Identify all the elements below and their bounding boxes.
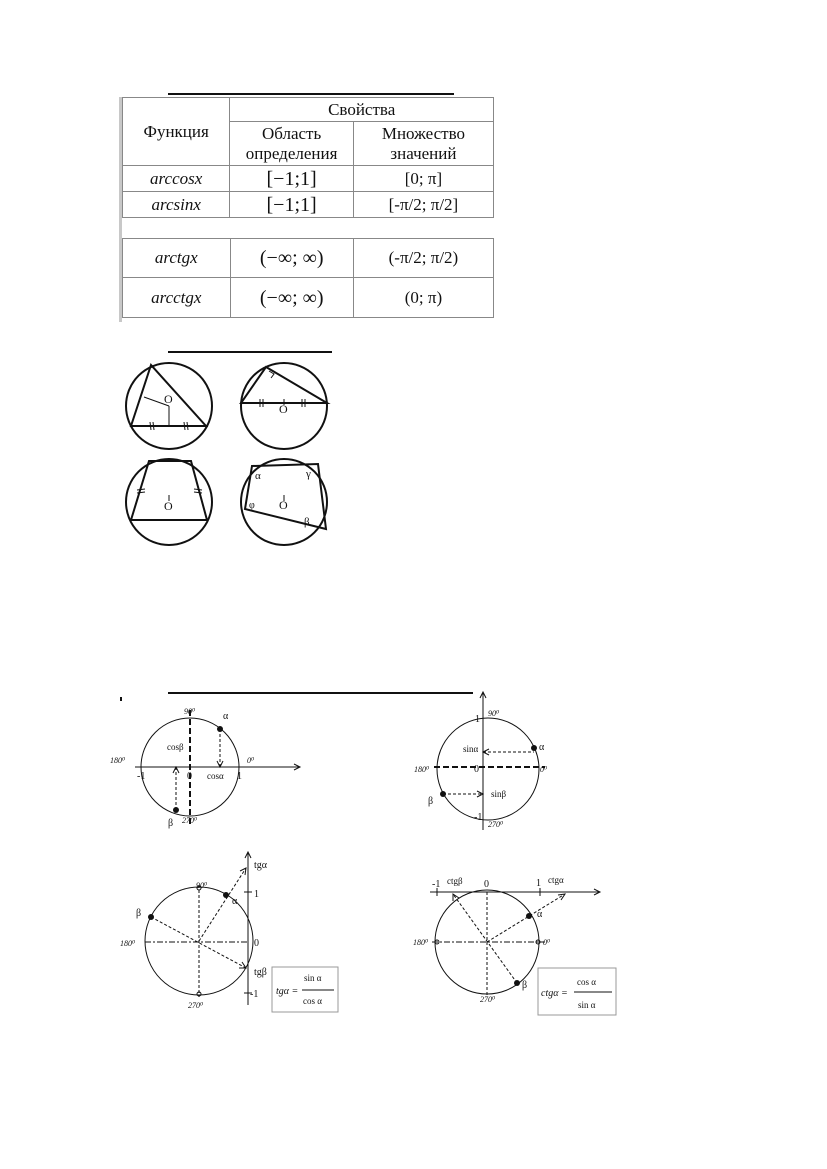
domain-cell: [−1;1] bbox=[230, 166, 354, 192]
minus-one-label: -1 bbox=[137, 771, 146, 782]
deg-270-label: 270⁰ bbox=[182, 816, 198, 825]
sin-alpha-label: sinα bbox=[463, 744, 479, 754]
deg-180-label: 180⁰ bbox=[120, 939, 136, 948]
one-label: 1 bbox=[536, 878, 541, 889]
beta-label: β bbox=[304, 516, 310, 528]
inscribed-triangle-diagram bbox=[124, 361, 216, 453]
beta-label: β bbox=[428, 796, 434, 807]
zero-label: 0 bbox=[484, 879, 489, 890]
inscribed-quadrilateral-diagram bbox=[238, 457, 330, 549]
unit-circle-ctg-diagram bbox=[410, 870, 620, 1018]
minus-one-label: -1 bbox=[474, 812, 483, 823]
formula-denominator: sin α bbox=[578, 1000, 596, 1010]
domain-cell: (−∞; ∞) bbox=[230, 239, 353, 278]
col-domain-header: Область определения bbox=[230, 122, 354, 166]
zero-label: 0 bbox=[254, 938, 259, 949]
col-properties-header: Свойства bbox=[230, 98, 494, 122]
phi-label: φ bbox=[249, 500, 255, 511]
center-label: O bbox=[279, 402, 288, 416]
range-cell: [-π/2; π/2] bbox=[353, 192, 493, 218]
inverse-trig-table-1 bbox=[122, 97, 494, 218]
deg-270-label: 270⁰ bbox=[488, 820, 504, 829]
zero-label: 0 bbox=[187, 771, 192, 782]
beta-label: β bbox=[168, 818, 174, 829]
function-cell: arccosx bbox=[123, 166, 230, 192]
sin-beta-label: sinβ bbox=[491, 789, 507, 799]
domain-cell: [−1;1] bbox=[230, 192, 354, 218]
col-function-header: Функция bbox=[123, 98, 230, 166]
formula-lhs: ctgα = bbox=[541, 988, 568, 999]
section-underline-1 bbox=[168, 93, 454, 95]
inverse-trig-table-2 bbox=[122, 238, 494, 318]
tg-alpha-label: tgα bbox=[254, 860, 268, 871]
tg-beta-label: tgβ bbox=[254, 967, 267, 978]
deg-0-label: 0⁰ bbox=[247, 756, 255, 765]
section-underline-2 bbox=[168, 351, 332, 353]
minus-one-label: -1 bbox=[250, 989, 259, 1000]
cos-beta-label: cosβ bbox=[167, 742, 184, 752]
col-range-header: Множество значений bbox=[353, 122, 493, 166]
formula-lhs: tgα = bbox=[276, 986, 299, 997]
inscribed-right-triangle-diagram bbox=[238, 361, 330, 453]
ctg-beta-label: ctgβ bbox=[447, 876, 463, 886]
alpha-label: α bbox=[232, 896, 238, 907]
unit-circle-sin-diagram bbox=[410, 690, 580, 835]
deg-270-label: 270⁰ bbox=[480, 995, 496, 1004]
deg-0-label: 0⁰ bbox=[540, 765, 548, 774]
function-cell: arcctgx bbox=[123, 278, 231, 318]
function-cell: arctgx bbox=[123, 239, 231, 278]
inscribed-trapezoid-diagram bbox=[124, 457, 216, 549]
formula-numerator: cos α bbox=[577, 977, 596, 987]
gamma-label: γ bbox=[306, 468, 311, 480]
deg-90-label: 90⁰ bbox=[196, 881, 208, 890]
one-label: 1 bbox=[237, 771, 242, 782]
domain-cell: (−∞; ∞) bbox=[230, 278, 353, 318]
deg-180-label: 180⁰ bbox=[413, 938, 429, 947]
one-label: 1 bbox=[254, 889, 259, 900]
function-cell: arcsinx bbox=[123, 192, 230, 218]
deg-90-label: 90⁰ bbox=[184, 707, 196, 716]
zero-label: 0 bbox=[474, 764, 479, 775]
range-cell: (0; π) bbox=[353, 278, 493, 318]
center-label: O bbox=[279, 498, 288, 512]
center-label: O bbox=[164, 392, 173, 406]
alpha-label: α bbox=[539, 742, 545, 753]
cos-alpha-label: cosα bbox=[207, 771, 224, 781]
beta-label: β bbox=[136, 908, 142, 919]
alpha-label: α bbox=[255, 470, 261, 482]
deg-180-label: 180⁰ bbox=[414, 765, 430, 774]
formula-numerator: sin α bbox=[304, 973, 322, 983]
center-label: O bbox=[164, 499, 173, 513]
alpha-label: α bbox=[223, 711, 229, 722]
beta-label: β bbox=[522, 980, 528, 991]
range-cell: [0; π] bbox=[353, 166, 493, 192]
unit-circle-tg-diagram bbox=[120, 850, 340, 1015]
deg-270-label: 270⁰ bbox=[188, 1001, 204, 1010]
formula-denominator: cos α bbox=[303, 996, 322, 1006]
range-cell: (-π/2; π/2) bbox=[353, 239, 493, 278]
deg-0-label: 0⁰ bbox=[543, 938, 551, 947]
alpha-label: α bbox=[537, 909, 543, 920]
one-label: 1 bbox=[475, 714, 480, 725]
deg-90-label: 90⁰ bbox=[488, 709, 500, 718]
ctg-alpha-label: ctgα bbox=[548, 875, 564, 885]
minus-one-label: -1 bbox=[432, 879, 441, 890]
deg-180-label: 180⁰ bbox=[110, 756, 126, 765]
unit-circle-cos-diagram bbox=[110, 700, 310, 835]
